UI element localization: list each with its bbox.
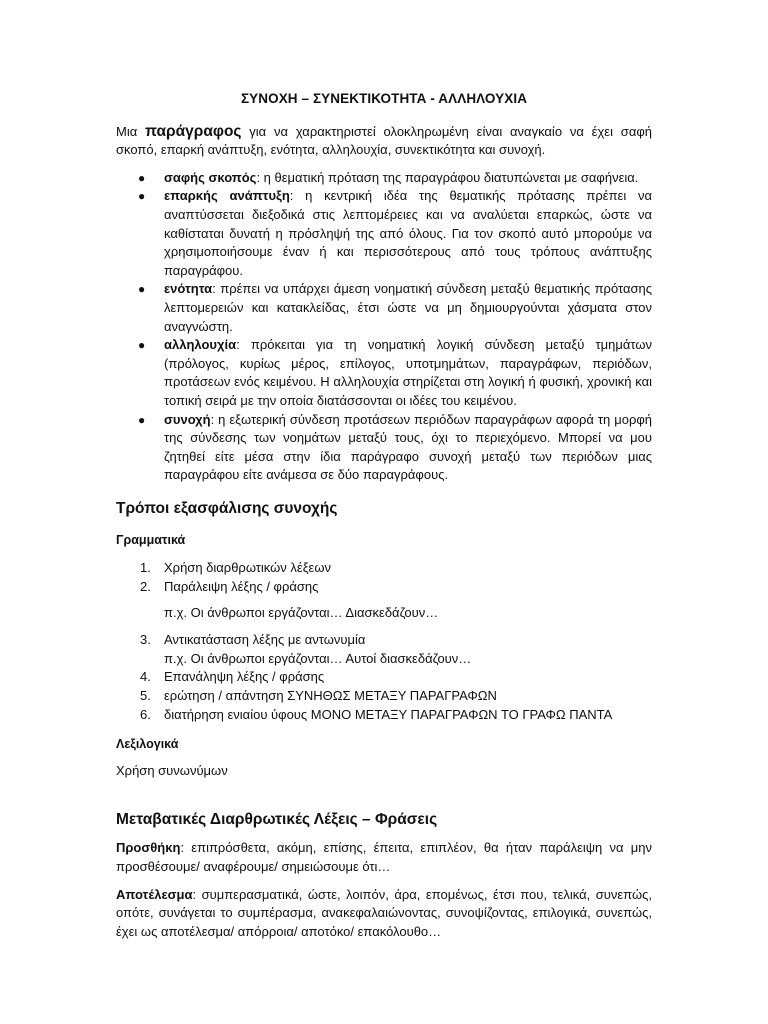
bullet-icon: ● bbox=[138, 189, 146, 204]
addition-paragraph bbox=[116, 839, 652, 876]
example-omission: π.χ. Οι άνθρωποι εργάζονται… Διασκεδάζουν… bbox=[164, 604, 439, 620]
list-number: 5. bbox=[140, 688, 151, 704]
list-number: 2. bbox=[140, 579, 151, 595]
section-heading-transitions: Μεταβατικές Διαρθρωτικές Λέξεις – Φράσεις bbox=[116, 811, 438, 829]
list-item-text: διατήρηση ενιαίου ύφους ΜΟΝΟ ΜΕΤΑΞΥ ΠΑΡΑΓΡΑΦΩΝ ΤΟ ΓΡΑΦΩ ΠΑΝΤΑ bbox=[164, 706, 613, 722]
term: επαρκής ανάπτυξη bbox=[164, 188, 290, 204]
intro-post: για να χαρακτηριστεί ολοκληρωμένη είναι αναγκαίο να έχει σαφή σκοπό, επαρκή ανάπτυξη, ενότητα, αλληλουχία, συνεκτικότητα και συνοχή. bbox=[116, 123, 652, 158]
intro-paragraph bbox=[116, 123, 652, 160]
example-pronoun: π.χ. Οι άνθρωποι εργάζονται… Αυτοί διασκεδάζουν… bbox=[164, 650, 472, 666]
list-number: 4. bbox=[140, 669, 151, 685]
list-item-text: Παράλειψη λέξης / φράσης bbox=[164, 579, 319, 595]
intro-pre: Μια bbox=[116, 123, 146, 139]
list-item-text: Αντικατάσταση λέξης με αντωνυμία bbox=[164, 632, 366, 648]
term-text: : η εξωτερική σύνδεση προτάσεων περιόδων παραγράφων αφορά τη μορφή της σύνδεσης των νοημάτων μεταξύ τους, όχι το περιεχόμενο. Μπορεί να μου ζητηθεί είτε μέσα στην ίδια παράγραφο συνοχή μεταξύ των περιόδων μιας παραγράφου είτε ανάμεσα σε δύο παραγράφους. bbox=[164, 411, 652, 483]
document-body bbox=[116, 90, 652, 941]
list-number: 3. bbox=[140, 632, 151, 648]
grammar-list-b bbox=[116, 631, 652, 650]
term: αλληλουχία bbox=[164, 337, 237, 353]
term: Προσθήκη bbox=[116, 840, 181, 856]
list-item bbox=[116, 578, 652, 597]
subheading-grammar: Γραμματικά bbox=[116, 532, 186, 547]
grammar-list-c bbox=[116, 668, 652, 724]
list-item bbox=[116, 169, 652, 188]
bullet-icon: ● bbox=[138, 282, 146, 297]
list-item-text: Χρήση διαρθρωτικών λέξεων bbox=[164, 560, 331, 576]
grammar-list-a bbox=[116, 559, 652, 596]
document-title: ΣΥΝΟΧΗ – ΣΥΝΕΚΤΙΚΟΤΗΤΑ - ΑΛΛΗΛΟΥΧΙΑ bbox=[240, 91, 528, 106]
list-item bbox=[116, 668, 652, 687]
list-number: 6. bbox=[140, 706, 151, 722]
section-heading-cohesion: Τρόποι εξασφάλισης συνοχής bbox=[116, 499, 338, 517]
result-paragraph bbox=[116, 886, 652, 942]
list-item bbox=[116, 706, 652, 725]
lexical-text: Χρήση συνωνύμων bbox=[116, 762, 228, 778]
list-item-text: ερώτηση / απάντηση ΣΥΝΗΘΩΣ ΜΕΤΑΞΥ ΠΑΡΑΓΡΑΦΩΝ bbox=[164, 688, 497, 704]
term-text: : συμπερασματικά, ώστε, λοιπόν, άρα, επομένως, έτσι που, τελικά, συνεπώς, οπότε, συνάγεται το συμπέρασμα, ανακεφαλαιώνοντας, συνοψίζοντας, επιλογικά, συνεπώς, έχει ως αποτέλεσμα/ απόρροια/ αποτόκο/ επακόλουθο… bbox=[116, 886, 652, 939]
term-text: : επιπρόσθετα, ακόμη, επίσης, έπειτα, επιπλέον, θα ήταν παράλειψη να μην προσθέσουμε/ αναφέρουμε/ σημειώσουμε ότι… bbox=[116, 840, 652, 874]
intro-bold-word: παράγραφος bbox=[145, 122, 242, 140]
list-item bbox=[116, 631, 652, 650]
list-number: 1. bbox=[140, 560, 151, 576]
criteria-list bbox=[116, 169, 652, 485]
list-item bbox=[116, 411, 652, 485]
bullet-icon: ● bbox=[138, 170, 146, 185]
term-text: : η θεματική πρόταση της παραγράφου διατυπώνεται με σαφήνεια. bbox=[256, 169, 639, 185]
term: Αποτέλεσμα bbox=[116, 886, 193, 902]
list-item bbox=[116, 559, 652, 578]
term-text: : πρέπει να υπάρχει άμεση νοηματική σύνδεση μεταξύ θεματικής πρότασης λεπτομερειών και κατακλείδας, έτσι ώστε να μη δημιουργούνται χάσματα στον αναγνώστη. bbox=[164, 281, 652, 334]
list-item bbox=[116, 187, 652, 280]
list-item bbox=[116, 280, 652, 336]
bullet-icon: ● bbox=[138, 412, 146, 427]
term: σαφής σκοπός bbox=[164, 169, 257, 185]
list-item-text: Επανάληψη λέξης / φράσης bbox=[164, 669, 325, 685]
term-text: : η κεντρική ιδέα της θεματικής πρότασης πρέπει να αναπτύσσεται διεξοδικά στις λεπτομέρειες και να αναλύεται επαρκώς, ώστε να καθίσταται δυνατή η πρόσληψή της από όλους. Για τον σκοπό αυτό μπορούμε να χρησιμοποιήσουμε έναν ή και περισσότερους από τους τρόπους ανάπτυξης παραγράφου. bbox=[164, 188, 652, 278]
term: ενότητα bbox=[164, 281, 213, 297]
subheading-lexical: Λεξιλογικά bbox=[116, 737, 179, 752]
term-text: : πρόκειται για τη νοηματική λογική σύνδεση μεταξύ τμημάτων (πρόλογος, κυρίως μέρος, επίλογος, υποτμημάτων, παραγράφων, περιόδων, προτάσεων ενός κειμένου. Η αλληλουχία στηρίζεται στη λογική ή φυσική, χρονική και τοπική σειρά με την οποία διατάσσονται οι ιδέες του κειμένου. bbox=[164, 337, 652, 408]
bullet-icon: ● bbox=[138, 338, 146, 353]
list-item bbox=[116, 687, 652, 706]
term: συνοχή bbox=[164, 411, 211, 427]
list-item bbox=[116, 336, 652, 410]
